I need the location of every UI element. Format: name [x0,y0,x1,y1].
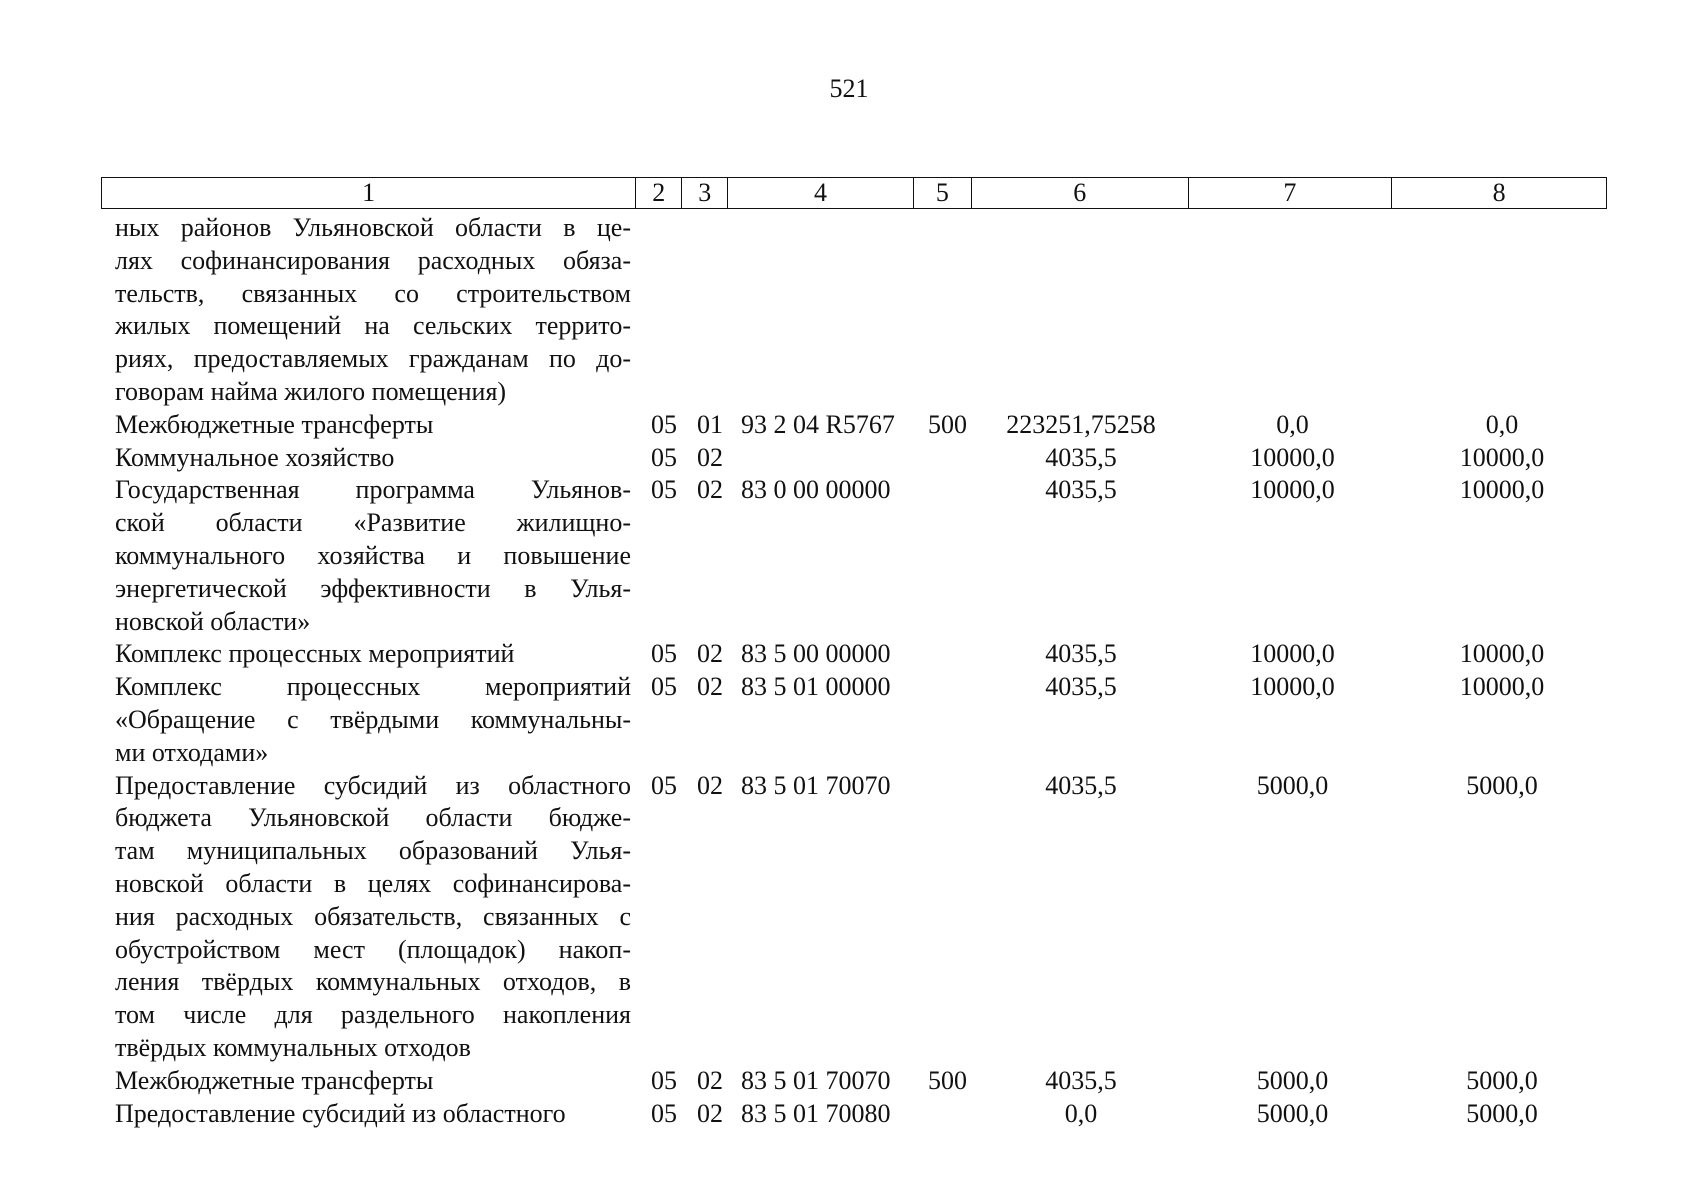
description-line: лях софинансирования расходных обяза- [115,245,631,275]
cell-col-7: 5000,0 [1256,1098,1329,1128]
cell-col-5: 500 [928,409,967,439]
cell-col-4: 83 5 01 70080 [741,1098,891,1128]
table-row [0,212,1698,409]
description-line: Комплекс процессных мероприятий [115,672,631,702]
description-line: ления твёрдых коммунальных отходов, в [115,967,631,997]
description-line: ми отходами» [115,737,269,767]
cell-col-4: 83 0 00 00000 [741,475,891,505]
cell-col-7: 0,0 [1276,409,1309,439]
header-col-4: 4 [728,178,914,208]
description-line: ных районов Ульяновской области в це- [115,213,631,242]
cell-col-7: 5000,0 [1256,770,1329,800]
description-line: Комплекс процессных мероприятий [115,639,515,669]
row-description [115,1098,631,1131]
cell-col-6: 0,0 [1064,1098,1098,1128]
cell-col-7: 10000,0 [1250,639,1335,669]
cell-col-6: 4035,5 [1045,475,1117,505]
cell-col-8: 0,0 [1485,409,1519,439]
cell-col-3: 02 [697,639,723,669]
row-description [115,638,631,671]
description-line: риях, предоставляемых гражданам по до- [115,344,631,374]
table-header [101,177,1607,209]
row-description [115,442,631,475]
cell-col-2: 05 [651,672,677,702]
header-col-8: 8 [1492,178,1506,207]
cell-col-4: 83 5 00 00000 [741,639,891,669]
cell-col-7: 10000,0 [1250,442,1335,472]
cell-col-8: 5000,0 [1466,770,1538,800]
cell-col-2: 05 [651,1065,677,1095]
cell-col-2: 05 [651,442,677,472]
cell-col-6: 4035,5 [1045,672,1117,702]
description-line: обустройством мест (площадок) накоп- [115,934,631,964]
cell-col-3: 02 [697,770,723,800]
description-line: «Обращение с твёрдыми коммунальны- [115,704,631,734]
cell-col-4: 93 2 04 R5767 [741,409,895,439]
table-row [0,671,1698,769]
cell-col-4: 83 5 01 00000 [741,672,891,702]
description-line: Коммунальное хозяйство [115,442,395,472]
cell-col-8: 10000,0 [1459,442,1545,472]
cell-col-2: 05 [651,1098,677,1128]
header-col-2: 2 [636,178,682,208]
description-line: говорам найма жилого помещения) [115,376,507,406]
description-line: Предоставление субсидий из областного [115,1098,566,1128]
description-line: коммунального хозяйства и повышение [115,540,631,570]
cell-col-3: 01 [697,409,723,439]
table-row [0,770,1698,1065]
cell-col-3: 02 [697,475,723,505]
cell-col-8: 5000,0 [1466,1098,1538,1128]
header-col-1: 1 [102,178,636,208]
cell-col-5: 500 [928,1065,967,1095]
description-line: Предоставление субсидий из областного [115,770,631,800]
header-col-5: 5 [914,178,972,208]
cell-col-8: 10000,0 [1459,639,1545,669]
row-description [115,770,631,1065]
description-line: жилых помещений на сельских террито- [115,311,631,341]
cell-col-6: 4035,5 [1045,442,1117,472]
table-row [0,409,1698,442]
row-description [115,1065,631,1098]
description-line: бюджета Ульяновской области бюдже- [115,803,631,833]
description-line: ской области «Развитие жилищно- [115,508,631,538]
row-description [115,474,631,638]
cell-col-2: 05 [651,409,677,439]
description-line: там муниципальных образований Улья- [115,836,631,866]
cell-col-8: 5000,0 [1466,1065,1538,1095]
description-line: новской области» [115,606,311,636]
cell-col-3: 02 [697,1098,723,1128]
cell-col-4: 83 5 01 70070 [741,1065,891,1095]
cell-col-6: 4035,5 [1045,639,1117,669]
cell-col-8: 10000,0 [1459,475,1545,505]
cell-col-2: 05 [651,770,677,800]
cell-col-4: 83 5 01 70070 [741,770,891,800]
header-col-6: 6 [972,178,1189,208]
description-line: Межбюджетные трансферты [115,409,434,439]
row-description [115,212,631,409]
table-row [0,474,1698,638]
description-line: Межбюджетные трансферты [115,1065,434,1095]
row-description [115,671,631,769]
cell-col-6: 4035,5 [1045,770,1117,800]
row-description [115,409,631,442]
description-line: Государственная программа Ульянов- [115,475,631,505]
header-col-3: 3 [682,178,728,208]
description-line: твёрдых коммунальных отходов [115,1032,471,1062]
cell-col-7: 5000,0 [1256,1065,1329,1095]
table-row [0,442,1698,475]
cell-col-6: 223251,75258 [1006,409,1156,439]
cell-col-2: 05 [651,639,677,669]
cell-col-3: 02 [697,672,723,702]
table-body [0,212,1698,1130]
cell-col-2: 05 [651,475,677,505]
cell-col-7: 10000,0 [1250,475,1335,505]
table-row [0,1065,1698,1098]
cell-col-8: 10000,0 [1459,672,1545,702]
description-line: том числе для раздельного накопления [115,1000,631,1030]
table-row [0,1098,1698,1131]
header-col-7: 7 [1189,178,1393,208]
page-number: 521 [829,74,869,103]
cell-col-7: 10000,0 [1250,672,1335,702]
description-line: энергетической эффективности в Улья- [115,573,631,603]
cell-col-3: 02 [697,1065,723,1095]
cell-col-3: 02 [697,442,723,472]
cell-col-6: 4035,5 [1045,1065,1117,1095]
table-row [0,638,1698,671]
description-line: новской области в целях софинансирова- [115,868,631,898]
description-line: тельств, связанных со строительством [115,278,631,308]
description-line: ния расходных обязательств, связанных с [115,901,631,931]
